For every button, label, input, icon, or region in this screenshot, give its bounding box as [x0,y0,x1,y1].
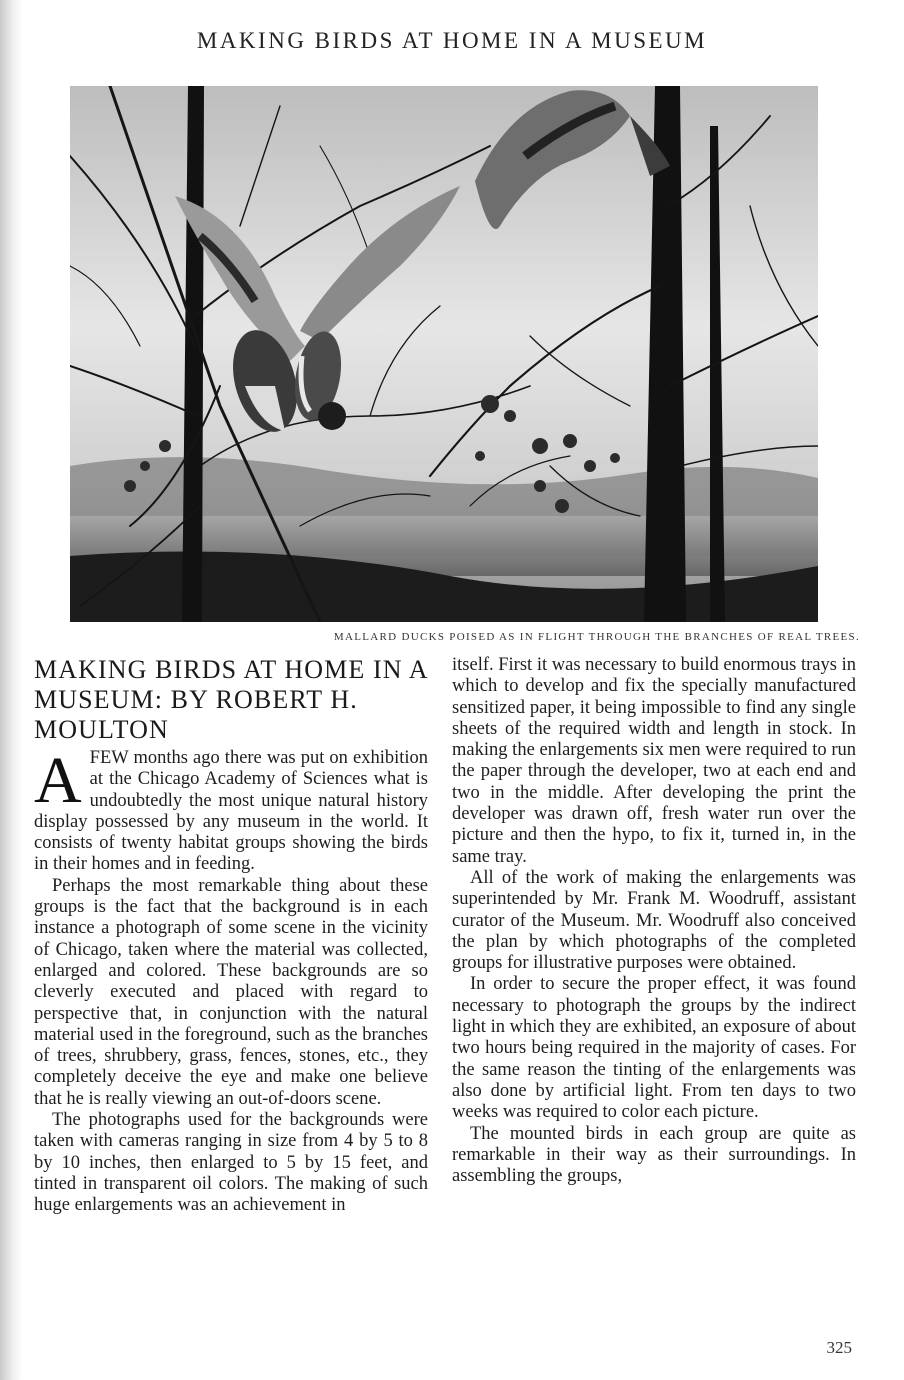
mallard-ducks-photo [70,86,818,622]
article-paragraph-4: itself. First it was necessary to build enormous trays in which to develop and fix the specially manufactured sensitized paper, it being impossible to find any single sheets of the required width and length in stock. In making the enlargements six men were required to run the paper through the developer, two at each end and two in the middle. After developing the print the developer was drawn off, fresh water run over the picture and then the hypo, to fix it, turned in, in the same tray. [452,655,856,867]
page-edge-shadow [0,0,22,1380]
right-column [452,655,856,1187]
article-paragraph-6: In order to secure the proper effect, it was found necessary to photograph the groups by the indirect light in which they are exhibited, an exposure of about two hours being required in the majority of cases. For the same reason the tinting of the enlargements was also done by artificial light. From ten days to two weeks was required to color each picture. [452,974,856,1123]
article-paragraph-5: All of the work of making the enlargements was superintended by Mr. Frank M. Woodruff, assistant curator of the Museum. Mr. Woodruff also conceived the plan by which photographs of the completed groups for illustrative purposes were obtained. [452,867,856,974]
article-title: MAKING BIRDS AT HOME IN A MUSEUM: BY ROBERT H. MOULTON [34,655,428,744]
article-paragraph-1 [34,744,428,876]
article-paragraph-3: The photographs used for the backgrounds were taken with cameras ranging in size from 4 by 5 to 8 by 10 inches, then enlarged to 5 by 15 feet, and tinted in transparent oil colors. The making of such huge enlargements was an achievement in [34,1110,428,1216]
article-paragraph-7: The mounted birds in each group are quite as remarkable in their way as their surroundings. In assembling the groups, [452,1123,856,1187]
left-column [34,655,428,1217]
article-paragraph-2: Perhaps the most remarkable thing about these groups is the fact that the background is in each instance a photograph of some scene in the vicinity of Chicago, taken where the material was collected, enlarged and colored. These backgrounds are so cleverly executed and placed with regard to perspective that, in conjunction with the natural material used in the foreground, such as the branches of trees, shrubbery, grass, fences, stones, etc., they completely deceive the eye and make one believe that he is really viewing an out-of-doors scene. [34,875,428,1109]
photo-caption: MALLARD DUCKS POISED AS IN FLIGHT THROUGH THE BRANCHES OF REAL TREES. [333,631,860,643]
drop-cap: A [34,744,82,817]
page-number: 325 [826,1338,852,1357]
running-head: MAKING BIRDS AT HOME IN A MUSEUM [196,28,708,53]
paragraph-text: FEW months ago there was put on exhibition at the Chicago Academy of Sciences what is undoubtedly the most unique natural history display possessed by any museum in the world. It consists of twenty habitat groups showing the birds in their homes and in feeding. [34,748,428,875]
